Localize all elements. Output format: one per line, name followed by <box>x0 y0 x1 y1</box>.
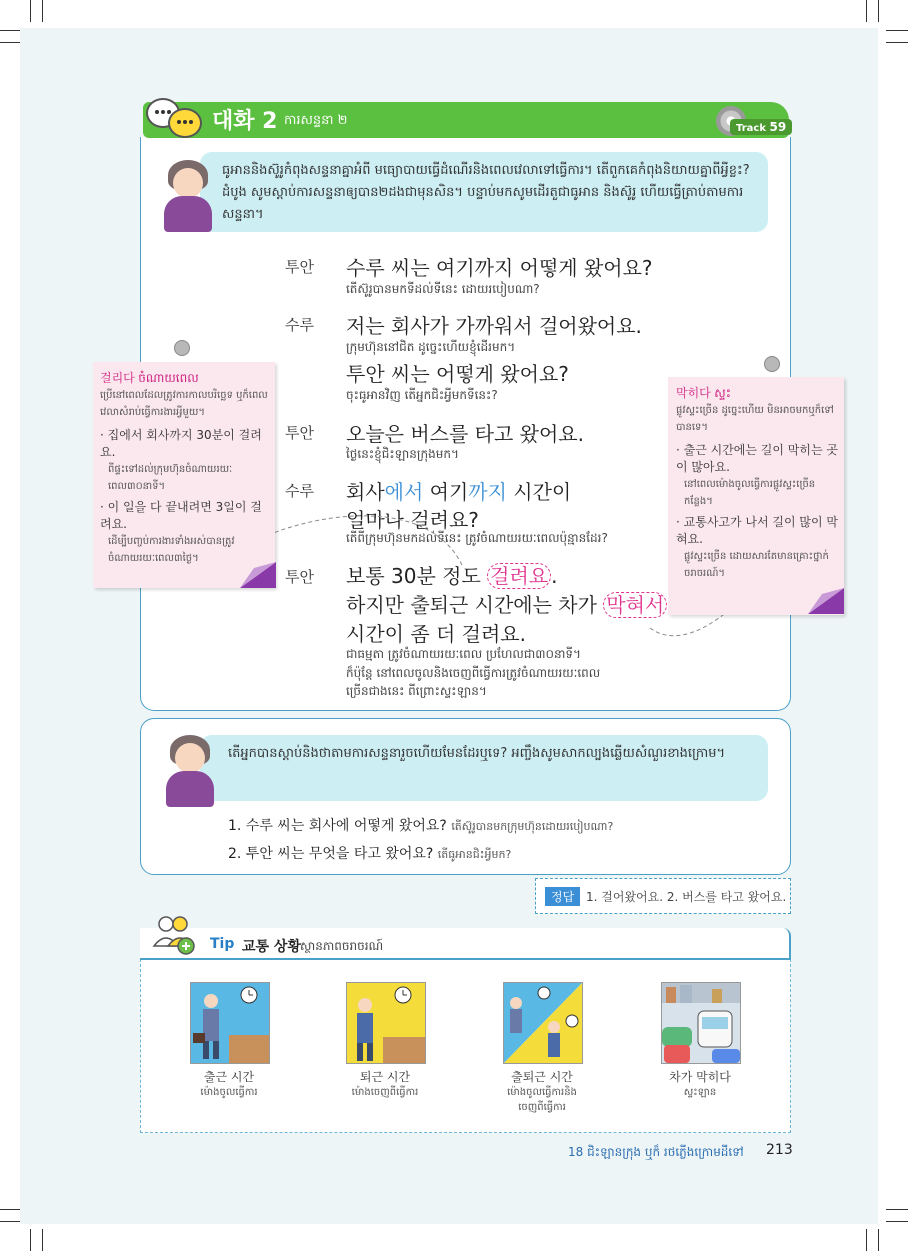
track-label: Track <box>736 123 766 134</box>
pushpin-icon <box>174 340 190 356</box>
vocab-example: · 교통사고가 나서 길이 많이 막혀요. <box>676 515 838 546</box>
tip-caption: 차가 막히다 ស្ទះឡាន <box>669 1070 731 1098</box>
vocab-desc: ប្រើនៅពេលដែលត្រូវការកាលបរិច្ឆេទ ឬក៏ពេលវេលាសំរាប់ធ្វើការងារអ្វីមួយ។ <box>100 390 268 418</box>
vocab-example-km: ផ្លូវស្ទះច្រើន ដោយសារតែមានគ្រោះថ្នាក់ចរាចរណ៍។ <box>684 551 829 579</box>
dialogue-khmer: ជាធម្មតា ត្រូវចំណាយរយៈពេល ប្រហែលជា៣០នាទី។ <box>346 647 581 661</box>
vocab-example-km: ពីផ្ទះទៅដល់ក្រុមហ៊ុនចំណាយរយៈពេល៣០នាទី។ <box>108 464 233 492</box>
dialogue-khmer: ក្រុមហ៊ុននៅជិត ដូច្នេះហើយខ្ញុំដើរមក។ <box>346 340 516 354</box>
question-item: 1. 수루 씨는 회사에 어떻게 왔어요? តើស៊ូរូបានមកក្រុមហ៊ុនដោយរបៀបណា? <box>228 818 614 834</box>
vocab-note-right-content <box>676 385 838 582</box>
teacher-icon <box>162 735 218 807</box>
tip-title-km: ស្ថានភាពចរាចរណ៍ <box>300 939 384 953</box>
chapter-footer: 18 ជិះឡានក្រុង ឬក៏ រថភ្លើងក្រោមដីទៅ <box>568 1145 744 1159</box>
question-item: 2. 투안 씨는 무엇을 타고 왔어요? តើធូអានជិះអ្វីមក? <box>228 846 512 862</box>
dialogue-korean: 저는 회사가 가까워서 걸어왔어요. <box>346 314 642 338</box>
tip-caption: 퇴근 시간 ម៉ោងចេញពីធ្វើការ <box>351 1070 419 1098</box>
speaker-label: 투안 <box>285 568 314 586</box>
tip-header <box>140 928 791 960</box>
traffic-jam-illustration <box>661 982 741 1064</box>
answer-text: 1. 걸어왔어요. 2. 버스를 타고 왔어요. <box>586 890 787 904</box>
vocab-word: 걸리다 <box>100 371 135 385</box>
tip-caption: 출퇴근 시간 ម៉ោងចូលធ្វើការនិងចេញពីធ្វើការ <box>507 1070 577 1113</box>
dialogue-korean: 얼마나 걸려요? <box>346 508 479 532</box>
page-number: 213 <box>766 1142 793 1158</box>
vocab-example: · 집에서 회사까지 30분이 걸려요. <box>100 428 262 459</box>
answer-badge: 정답 <box>545 887 580 906</box>
dialogue-korean: 시간이 좀 더 걸려요. <box>346 622 526 646</box>
vocab-word: 막히다 <box>676 386 711 400</box>
commute-to-work-illustration <box>190 982 270 1064</box>
tip-label: Tip <box>210 936 235 952</box>
vocab-example-km: នៅពេលម៉ោងចូលធ្វើការផ្លូវស្ទះច្រើនកន្លែង។ <box>684 479 816 507</box>
speaker-label: 투안 <box>285 424 314 442</box>
dialogue-khmer: តើស៊ូរូបានមកទីដល់ទីនេះ ដោយរបៀបណា? <box>346 282 540 296</box>
section-title: 대화 2 <box>212 109 278 134</box>
page-fold <box>240 562 276 590</box>
dialogue-khmer: ចុះធូអានវិញ តើអ្នកជិះអ្វីមកទីនេះ? <box>346 388 498 402</box>
track-number: 59 <box>769 120 787 134</box>
dialogue-korean: 오늘은 버스를 타고 왔어요. <box>346 422 584 446</box>
pushpin-icon <box>764 356 780 372</box>
commute-home-illustration <box>346 982 426 1064</box>
dialogue-korean: 회사에서 여기까지 시간이 <box>346 480 572 504</box>
dialogue-khmer: ច្រើនជាងនេះ ពីព្រោះស្ទះឡាន។ <box>346 684 487 698</box>
rush-hour-illustration <box>503 982 583 1064</box>
speaker-label: 투안 <box>285 258 314 276</box>
vocab-example: · 이 일을 다 끝내려면 3일이 걸려요. <box>100 500 262 531</box>
instruction-text: ធូអាន​និងស៊ូរូកំពុងសន្ទនាគ្នាអំពី មធ្យោបាយធ្វើដំណើរនិងពេលវេលាទៅធ្វើការ។ តើពួកគេកំពុងនិយាយគ្នាពីអ្វីខ្លះ? ដំបូង សូមស្តាប់ការសន្ទនាឲ្យបាន២ដងជាមុនសិន។ បន្ទាប់មកសូមដើរតួជាធូអាន និងស៊ូរូ ហើយធ្វើត្រាប់តាមការសន្ទនា។ <box>222 163 750 222</box>
vocab-meaning: ស្ទះ <box>714 386 731 400</box>
dialogue-korean: 투안 씨는 어떻게 왔어요? <box>346 362 569 386</box>
vocab-note-left-content <box>100 370 270 567</box>
question-instruction: តើអ្នកបានស្តាប់និងថាតាមការសន្ទនារួចហើយមែនដែរឬទេ? អញ្ចឹងសូមសាកល្បងឆ្លើយសំណួរខាងក្រោម។ <box>228 746 726 761</box>
dialogue-korean: 보통 30분 정도 걸려요 . <box>346 564 558 588</box>
tip-caption: 출근 시간 ម៉ោងចូលធ្វើការ <box>200 1070 258 1098</box>
speaker-label: 수루 <box>285 482 314 500</box>
people-plus-icon <box>152 914 200 958</box>
tip-title: 교통 상황 <box>242 939 301 955</box>
dialogue-khmer: ថ្ងៃនេះខ្ញុំជិះឡានក្រុងមក។ <box>346 447 459 461</box>
vocab-desc: ផ្លូវស្ទះច្រើន ដូច្នេះហើយ មិនអាចមកឬក៏ទៅបានទេ។ <box>676 405 834 433</box>
dialogue-khmer: តើពីក្រុមហ៊ុនមកដល់ទីនេះ ត្រូវចំណាយរយៈពេលប៉ុន្មានដែរ? <box>346 531 608 545</box>
dialogue-korean: 하지만 출퇴근 시간에는 차가 막혀서 <box>346 589 667 618</box>
page-fold <box>808 588 844 616</box>
vocab-example: · 출근 시간에는 길이 막히는 곳이 많아요. <box>676 443 838 474</box>
section-subtitle: ការសន្ទនា ២ <box>284 113 348 128</box>
vocab-meaning: ចំណាយពេល <box>138 371 199 385</box>
speaker-label: 수루 <box>285 316 314 334</box>
dialogue-korean: 수루 씨는 여기까지 어떻게 왔어요? <box>346 256 653 280</box>
dialogue-khmer: ក៏ប៉ុន្តែ នៅពេលចូលនិងចេញពីធ្វើការត្រូវចំណាយរយៈពេល <box>346 666 601 680</box>
vocab-example-km: ដើម្បីបញ្ចប់ការងារទាំងអស់បានត្រូវចំណាយរយៈពេល៣ថ្ងៃ។ <box>108 536 235 564</box>
